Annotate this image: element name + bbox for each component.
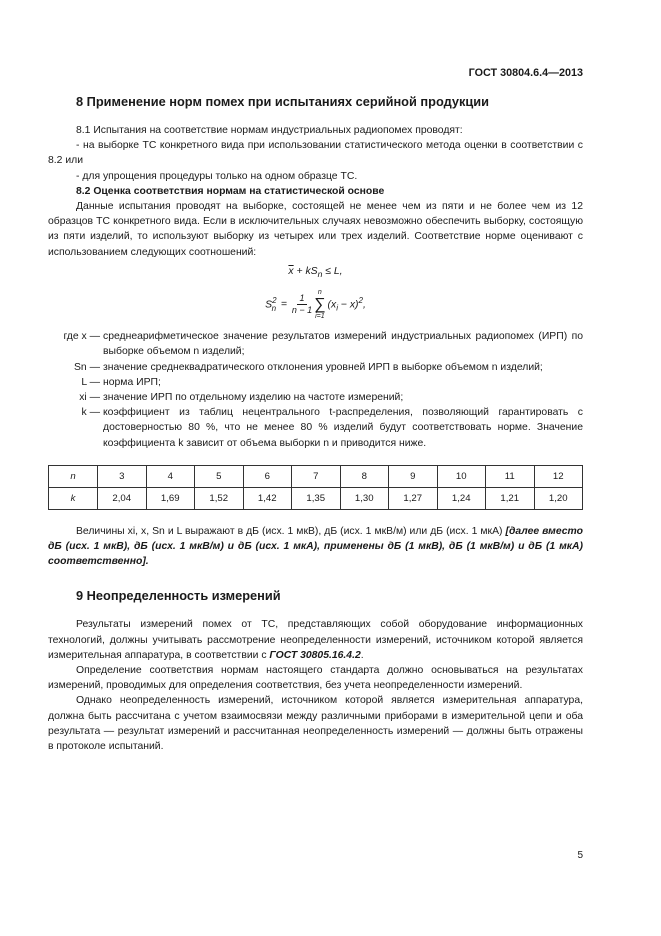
table-row-n	[49, 465, 583, 487]
formula-criterion	[48, 264, 583, 282]
definition-text: значение среднеквадратического отклонения уровней ИРП в выборке объемом n изделий;	[103, 361, 543, 373]
formula-tail-sup: 2	[358, 296, 363, 306]
formula-sum-top: n	[317, 289, 322, 297]
table-cell: 4	[146, 465, 195, 487]
standard-header: ГОСТ 30804.6.4—2013	[468, 67, 583, 79]
formula-eq: =	[278, 299, 290, 310]
section-8-title: 8 Применение норм помех при испытаниях серийной продукции	[76, 94, 490, 109]
table-cell: 5	[195, 465, 244, 487]
definition-k	[48, 405, 583, 451]
formula-comma: ,	[362, 299, 366, 311]
paragraph-8-1: 8.1 Испытания на соответствие нормам индустриальных радиопомех проводят:	[76, 125, 463, 136]
paragraph-sample-method: - на выборке ТС конкретного вида при использовании статистического метода оценки в соответствии с 8.2 или	[48, 140, 583, 167]
paragraph-end: .	[360, 649, 364, 661]
definition-key: Sn —	[74, 361, 100, 373]
table-cell: 1,27	[389, 487, 438, 509]
paragraph-uncertainty	[48, 617, 583, 663]
definition-key: xi —	[79, 391, 100, 403]
table-row-k	[49, 487, 583, 509]
table-cell: 6	[243, 465, 292, 487]
definition-xi	[48, 390, 583, 405]
paragraph-sample-testing: Данные испытания проводят на выборке, состоящей не менее чем из пяти и не более чем из 12 образцов ТС конкретного вида. Если в исключительных случаях невозможно обеспечить выборку, состоящую из пяти изделий, то используют выборку из четырех или трех изделий. Соответствие норме оценивают с использованием следующих соотношений:	[48, 201, 583, 258]
table-cell: 1,35	[292, 487, 341, 509]
table-cell: 7	[292, 465, 341, 487]
definition-l	[48, 375, 583, 390]
definition-text: значение ИРП по отдельному изделию на частоте измерений;	[103, 391, 404, 403]
formula-den: n − 1	[291, 305, 313, 316]
table-cell: 9	[389, 465, 438, 487]
units-note-bold: [далее вместо дБ (исх. 1 мкВ), дБ (исх. 1 мкВ/м) и дБ (исх. 1 мкА), применены дБ (1 мкВ), дБ (1 мкВ/м) и дБ (1 мкА) соответственно].	[48, 525, 583, 568]
formula-s-sup: 2	[272, 296, 277, 306]
formula-s-sub: n	[271, 303, 277, 313]
definition-text: среднеарифметическое значение результатов измерений индустриальных радиопомех (ИРП) по выборке объемом n изделий;	[103, 331, 583, 358]
section-9-title: 9 Неопределенность измерений	[76, 588, 281, 604]
formula-num: 1	[299, 293, 305, 304]
table-cell: 11	[486, 465, 535, 487]
sum-sign-icon: ∑	[314, 296, 326, 314]
subsection-8-2-title: 8.2 Оценка соответствия нормам на статистической основе	[76, 185, 385, 197]
table-cell: 2,04	[98, 487, 147, 509]
definition-sn	[48, 360, 583, 375]
formula-std-dev	[48, 288, 583, 321]
table-cell: 8	[340, 465, 389, 487]
definition-text: коэффициент из таблиц нецентрального t-распределения, позволяющий гарантировать с достоверностью 80 %, что не менее 80 % изделий будут соответствовать норме. Значение коэффициента k зависит от объема выборки n и приводится ниже.	[103, 407, 583, 449]
definitions-list	[48, 329, 583, 451]
formula-body-sub: i	[336, 303, 338, 313]
table-cell: 1,20	[534, 487, 583, 509]
units-note-text: Величины xi, x, Sn и L выражают в дБ (исх. 1 мкВ), дБ (исх. 1 мкВ/м) или дБ (исх. 1 мкА)	[76, 525, 506, 537]
formula-mean: $\overline{x}$	[288, 265, 294, 277]
paragraph-text: Результаты измерений помех от ТС, представляющих собой оборудование информационных технологий, должны учитывать рассмотрение неопределенности измерений, источником которой является измерительная аппаратура, в соответствии с	[48, 619, 583, 661]
definition-key: где x —	[63, 331, 100, 343]
formula-limit: ≤ L,	[322, 265, 343, 277]
formula-tail: − x)	[337, 299, 359, 311]
formula-sub-n: n	[317, 268, 323, 279]
formula-ks: + kS	[293, 265, 318, 277]
paragraph-compliance: Определение соответствия нормам настоящего стандарта должно основываться на результатах измерений, проводимых для определения соответствия, без учета неопределенности измерений.	[48, 664, 583, 692]
definition-key: L —	[81, 376, 100, 388]
table-cell: 3	[98, 465, 147, 487]
table-cell: 12	[534, 465, 583, 487]
table-cell: 1,42	[243, 487, 292, 509]
table-cell: 1,69	[146, 487, 195, 509]
page-content	[48, 93, 583, 754]
table-cell: 1,21	[486, 487, 535, 509]
paragraph-report: Однако неопределенность измерений, источником которой является измерительная аппаратура, должна быть рассчитана с учетом взаимосвязи между различными приборами в измерительной цепи и оба результата — результат измерений и рассчитанная неопределенность измерений — должны быть отражены в протоколе испытаний.	[48, 695, 583, 752]
definition-mean	[48, 329, 583, 359]
table-cell: 1,24	[437, 487, 486, 509]
paragraph-single-sample: - для упрощения процедуры только на одном образце ТС.	[76, 170, 358, 182]
table-row-label: n	[49, 465, 98, 487]
units-note	[48, 524, 583, 570]
table-cell: 1,52	[195, 487, 244, 509]
table-row-label: k	[49, 487, 98, 509]
definition-text: норма ИРП;	[103, 376, 161, 388]
formula-body: (x	[327, 299, 337, 311]
table-cell: 10	[437, 465, 486, 487]
standard-reference: ГОСТ 30805.16.4.2	[269, 649, 361, 661]
k-coefficient-table	[48, 465, 583, 510]
formula-sum-bot: i=1	[315, 313, 325, 321]
formula-s: S	[265, 299, 273, 311]
table-cell: 1,30	[340, 487, 389, 509]
definition-key: k —	[81, 407, 100, 419]
page-number: 5	[577, 850, 583, 861]
